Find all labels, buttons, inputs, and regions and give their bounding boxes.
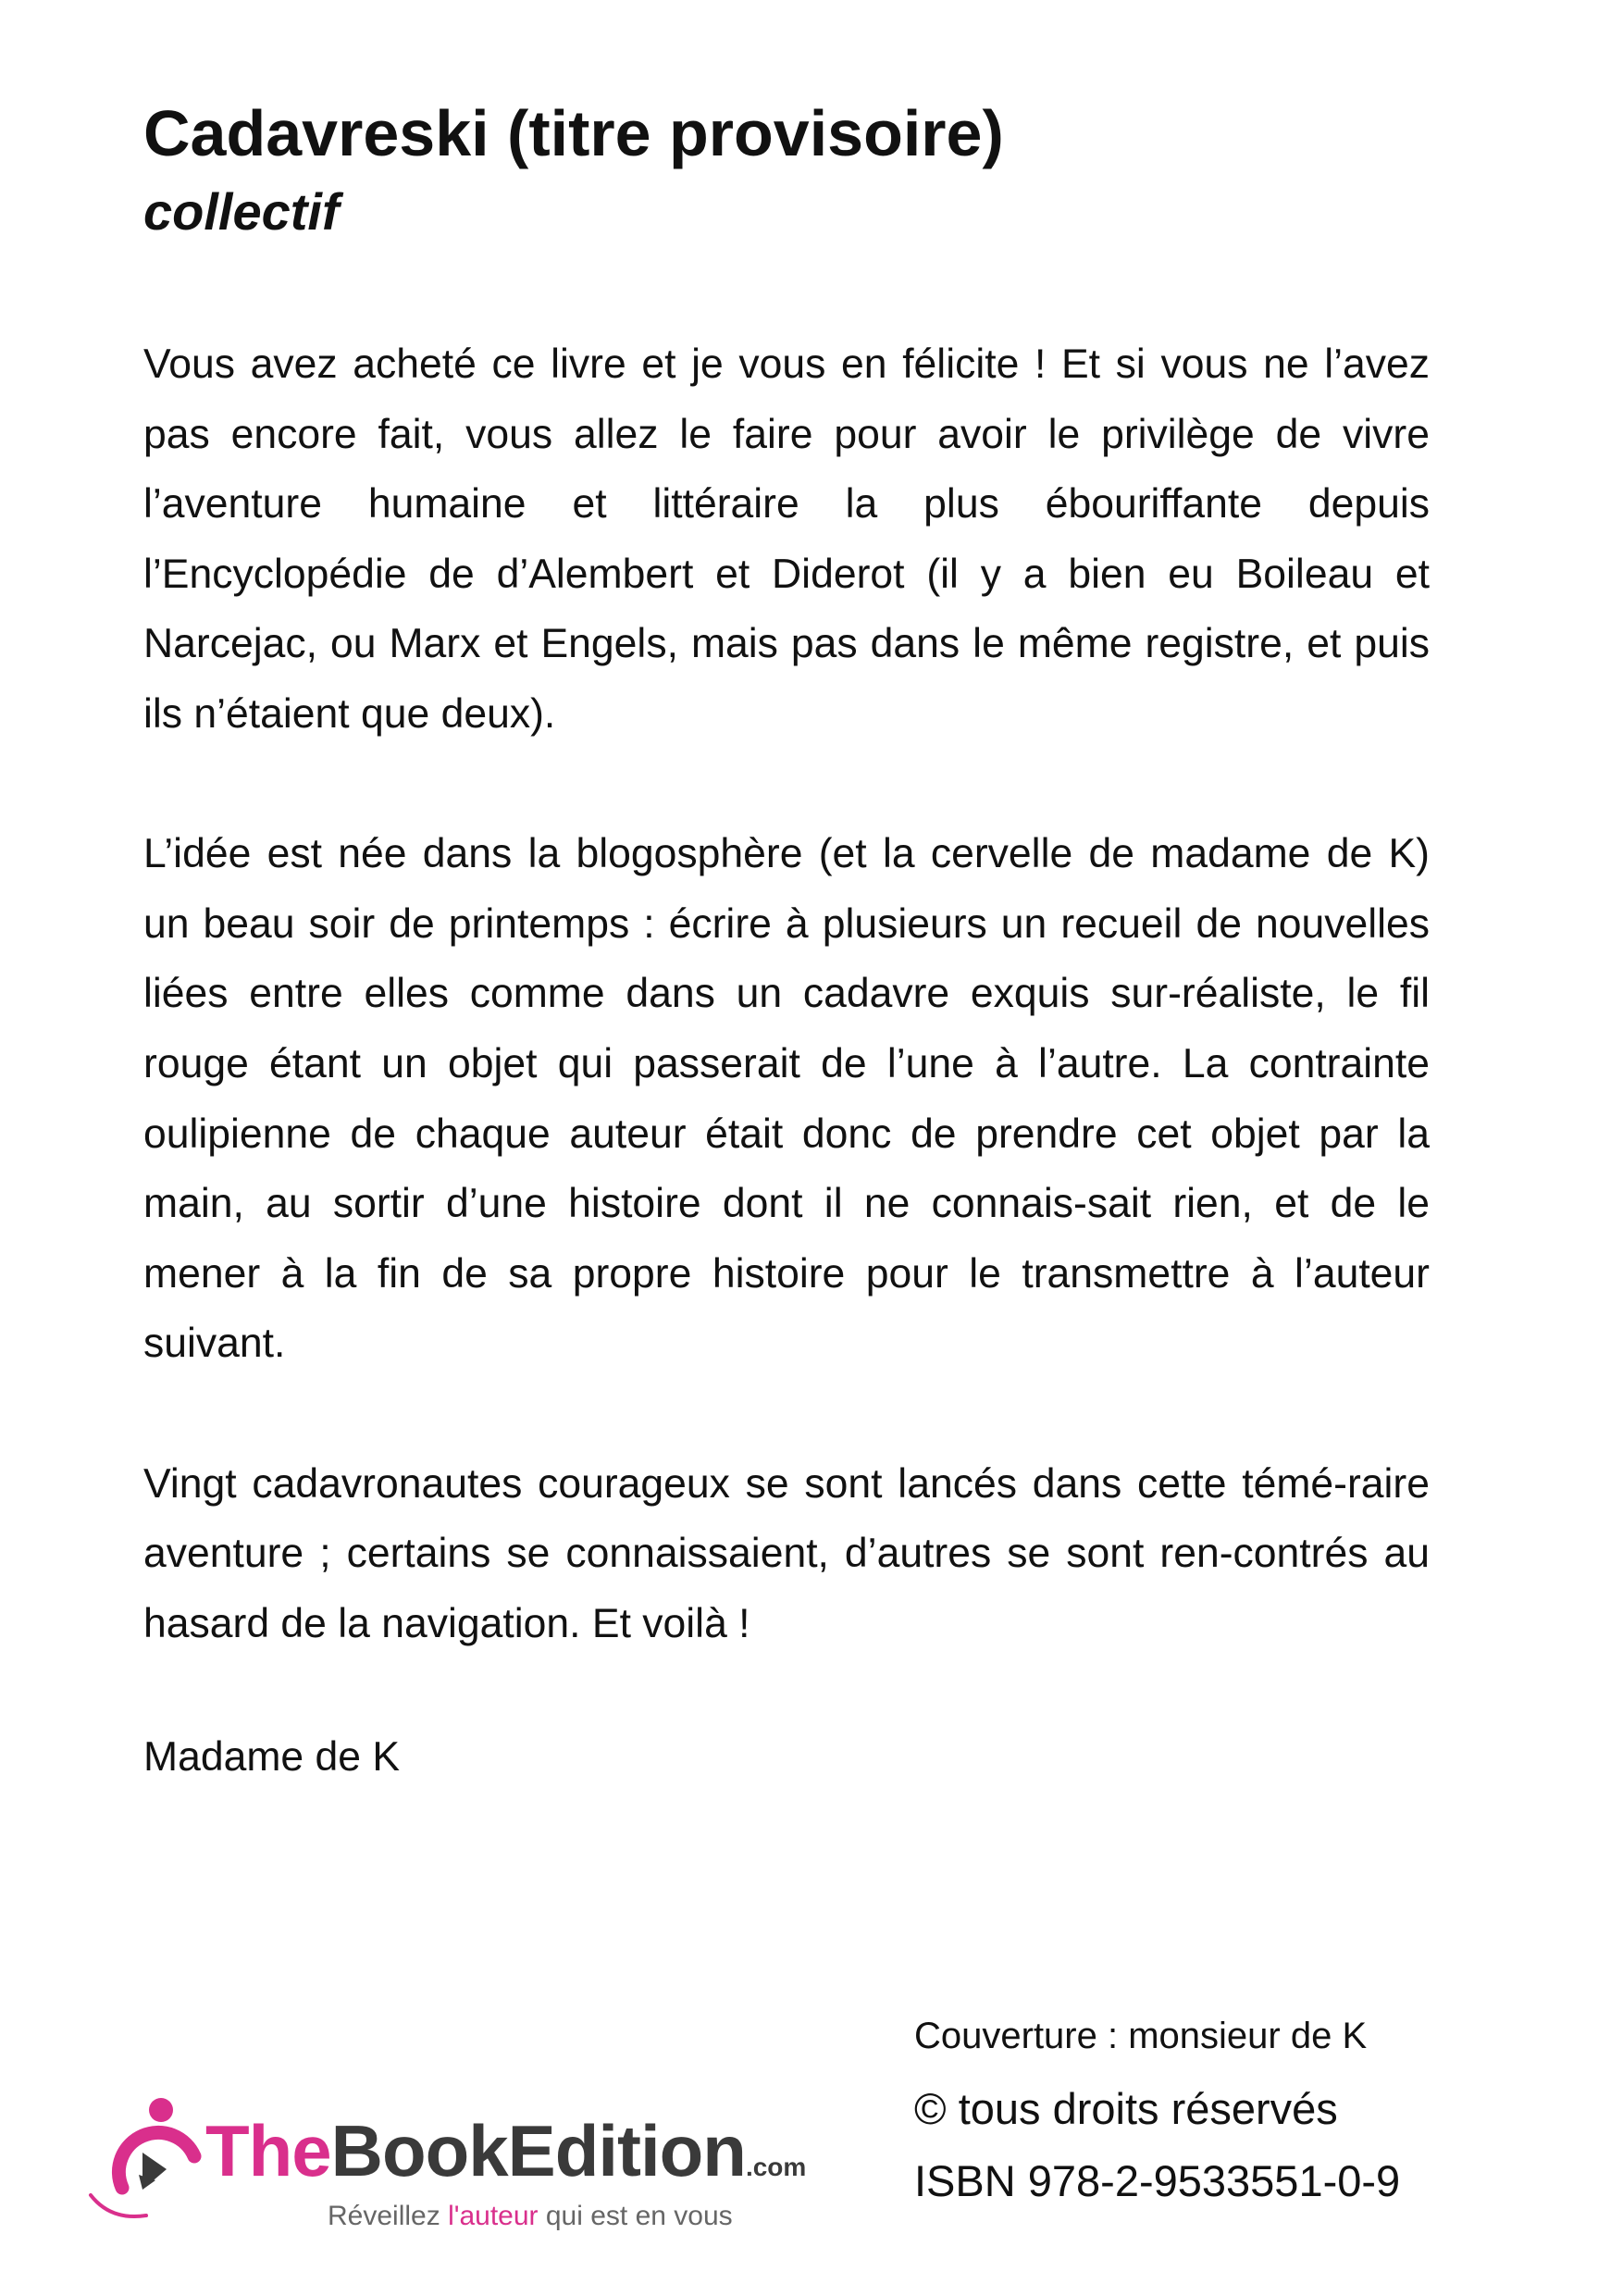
book-title: Cadavreski (titre provisoire) (143, 97, 1004, 169)
brand-tagline (328, 2201, 733, 2232)
brand-domain-suffix: .com (745, 2153, 807, 2181)
book-subtitle: collectif (143, 182, 340, 241)
credits-block (914, 1999, 1562, 2217)
publisher-logo (85, 2091, 825, 2240)
blurb-paragraph-3: Vingt cadavronautes courageux se sont lancés dans cette témé-raire aventure ; certains se connaissaient, d’autres se sont ren-contrés au hasard de la navigation. Et voilà ! (143, 1460, 1430, 1646)
tagline-accent: l'auteur (448, 2201, 539, 2231)
thebookedition-logo-mark-icon (85, 2091, 205, 2230)
cover-credit: Couverture : monsieur de K (914, 2016, 1368, 2056)
signature: Madame de K (143, 1734, 401, 1780)
brand-name (205, 2110, 807, 2191)
brand-name-part2: BookEdition (330, 2110, 746, 2191)
blurb-text (143, 329, 1430, 1658)
copyright-notice: © tous droits réservés (914, 2084, 1338, 2133)
brand-name-part1: The (205, 2110, 331, 2191)
tagline-before: Réveillez (328, 2201, 449, 2231)
blurb-paragraph-1: Vous avez acheté ce livre et je vous en félicite ! Et si vous ne l’avez pas encore fait, vous allez le faire pour avoir le privilège de vivre l’aventure humaine et littéraire la plus ébouriffante depuis l’Encyclopédie de d’Alembert et Diderot (il y a bien eu Boileau et Narcejac, ou Marx et Engels, mais pas dans le même registre, et puis ils n’étaient que deux). (143, 341, 1430, 737)
isbn: ISBN 978-2-9533551-0-9 (914, 2156, 1401, 2205)
blurb-paragraph-2: L’idée est née dans la blogosphère (et la cervelle de madame de K) un beau soir de printemps : écrire à plusieurs un recueil de nouvelles liées entre elles comme dans un cadavre exquis sur-réaliste, le fil rouge étant un objet qui passerait de l’une à l’autre. La contrainte oulipienne de chaque auteur était donc de prendre cet objet par la main, au sortir d’une histoire dont il ne connais-sait rien, et de le mener à la fin de sa propre histoire pour le transmettre à l’auteur suivant. (143, 831, 1430, 1367)
tagline-after: qui est en vous (538, 2201, 733, 2231)
